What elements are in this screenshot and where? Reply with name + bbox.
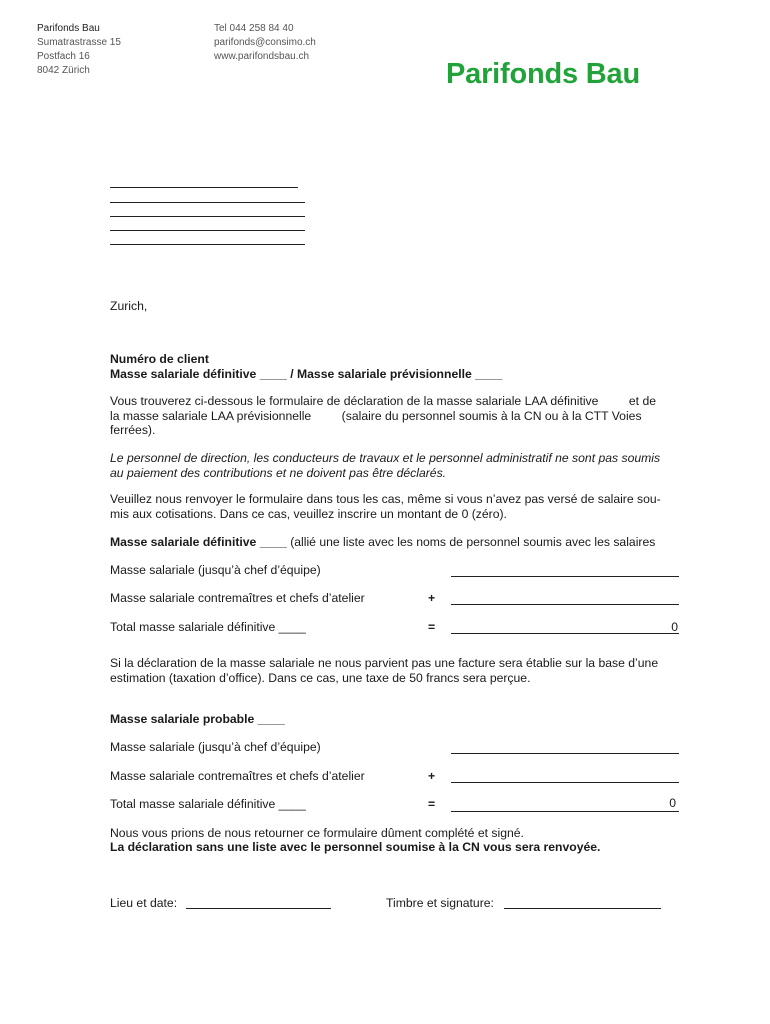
client-number-label: Numéro de client — [110, 352, 209, 366]
probable-total-field[interactable] — [451, 811, 679, 812]
intro-line-3: ferrées). — [110, 423, 156, 437]
definitive-row-2-field[interactable] — [451, 604, 679, 605]
note-line-1: Le personnel de direction, les conducteurs de travaux et le personnel administratif ne sont pas soumis — [110, 451, 661, 465]
brand-logo: Parifonds Bau — [446, 58, 640, 90]
definitive-row-2-label: Masse salariale contremaîtres et chefs d’atelier — [110, 591, 365, 605]
return-line-1: Veuillez nous renvoyer le formulaire dans tous les cas, même si vous n’avez pas versé de salaire sou- — [110, 492, 661, 506]
company-street: Sumatrastrasse 15 — [37, 37, 121, 48]
company-phone: Tel 044 258 84 40 — [214, 23, 294, 34]
exemption-note — [110, 451, 700, 480]
penalty-line-2: estimation (taxation d’office). Dans ce cas, une taxe de 50 francs sera perçue. — [110, 670, 531, 685]
equals-sign: = — [428, 620, 436, 634]
address-line-3[interactable] — [110, 216, 305, 217]
intro-line-1: Vous trouverez ci-dessous le formulaire de déclaration de la masse salariale LAA définitive et de — [110, 394, 657, 408]
intro-line-2: la masse salariale LAA prévisionnelle (salaire du personnel soumis à la CN ou à la CTT Voies — [110, 408, 642, 423]
address-line-1[interactable] — [110, 187, 298, 188]
definitive-row-1-field[interactable] — [451, 576, 679, 577]
stamp-signature-label: Timbre et signature: — [386, 896, 494, 910]
definitive-heading — [110, 535, 655, 550]
probable-row-1-field[interactable] — [451, 753, 679, 754]
letter-subject: Masse salariale définitive ____ / Masse salariale prévisionnelle ____ — [110, 367, 503, 381]
company-contact — [214, 22, 316, 64]
stamp-signature-field[interactable] — [504, 908, 661, 909]
company-email: parifonds@consimo.ch — [214, 37, 316, 48]
probable-row-1-label: Masse salariale (jusqu’à chef d’équipe) — [110, 740, 321, 754]
place-date-field[interactable] — [186, 908, 331, 909]
company-website: www.parifondsbau.ch — [214, 51, 310, 62]
closing-line-2: La déclaration sans une liste avec le personnel soumise à la CN vous sera renvoyée. — [110, 840, 601, 854]
address-line-5[interactable] — [110, 244, 305, 245]
intro-paragraph — [110, 394, 700, 438]
note-line-2: au paiement des contributions et ne doivent pas être déclarés. — [110, 465, 447, 480]
equals-sign: = — [428, 797, 436, 811]
company-name: Parifonds Bau — [37, 23, 100, 34]
probable-row-2-label: Masse salariale contremaîtres et chefs d’atelier — [110, 769, 365, 783]
definitive-heading-note: (allié une liste avec les noms de personnel soumis avec les salaires — [286, 535, 656, 549]
definitive-total-label: Total masse salariale définitive ____ — [110, 620, 306, 634]
penalty-paragraph — [110, 656, 710, 685]
probable-total-label: Total masse salariale définitive ____ — [110, 797, 306, 811]
company-city: 8042 Zürich — [37, 65, 90, 76]
return-line-2: mis aux cotisations. Dans ce cas, veuillez inscrire un montant de 0 (zéro). — [110, 506, 507, 521]
address-line-4[interactable] — [110, 230, 305, 231]
company-address — [37, 22, 121, 78]
plus-sign: + — [428, 769, 436, 783]
probable-total-value: 0 — [669, 796, 676, 810]
definitive-heading-title: Masse salariale définitive ____ — [110, 535, 287, 549]
probable-row-2-field[interactable] — [451, 782, 679, 783]
company-po-box: Postfach 16 — [37, 51, 90, 62]
definitive-total-value: 0 — [671, 620, 678, 634]
probable-heading: Masse salariale probable ____ — [110, 712, 285, 726]
address-line-2[interactable] — [110, 202, 305, 203]
place-date-label: Lieu et date: — [110, 896, 178, 910]
definitive-row-1-label: Masse salariale (jusqu’à chef d’équipe) — [110, 563, 321, 577]
closing-line-1: Nous vous prions de nous retourner ce formulaire dûment complété et signé. — [110, 826, 524, 840]
return-request — [110, 492, 700, 521]
plus-sign: + — [428, 591, 436, 605]
penalty-line-1: Si la déclaration de la masse salariale ne nous parvient pas une facture sera établie sur la base d’une — [110, 656, 659, 670]
letter-place: Zurich, — [110, 299, 148, 313]
